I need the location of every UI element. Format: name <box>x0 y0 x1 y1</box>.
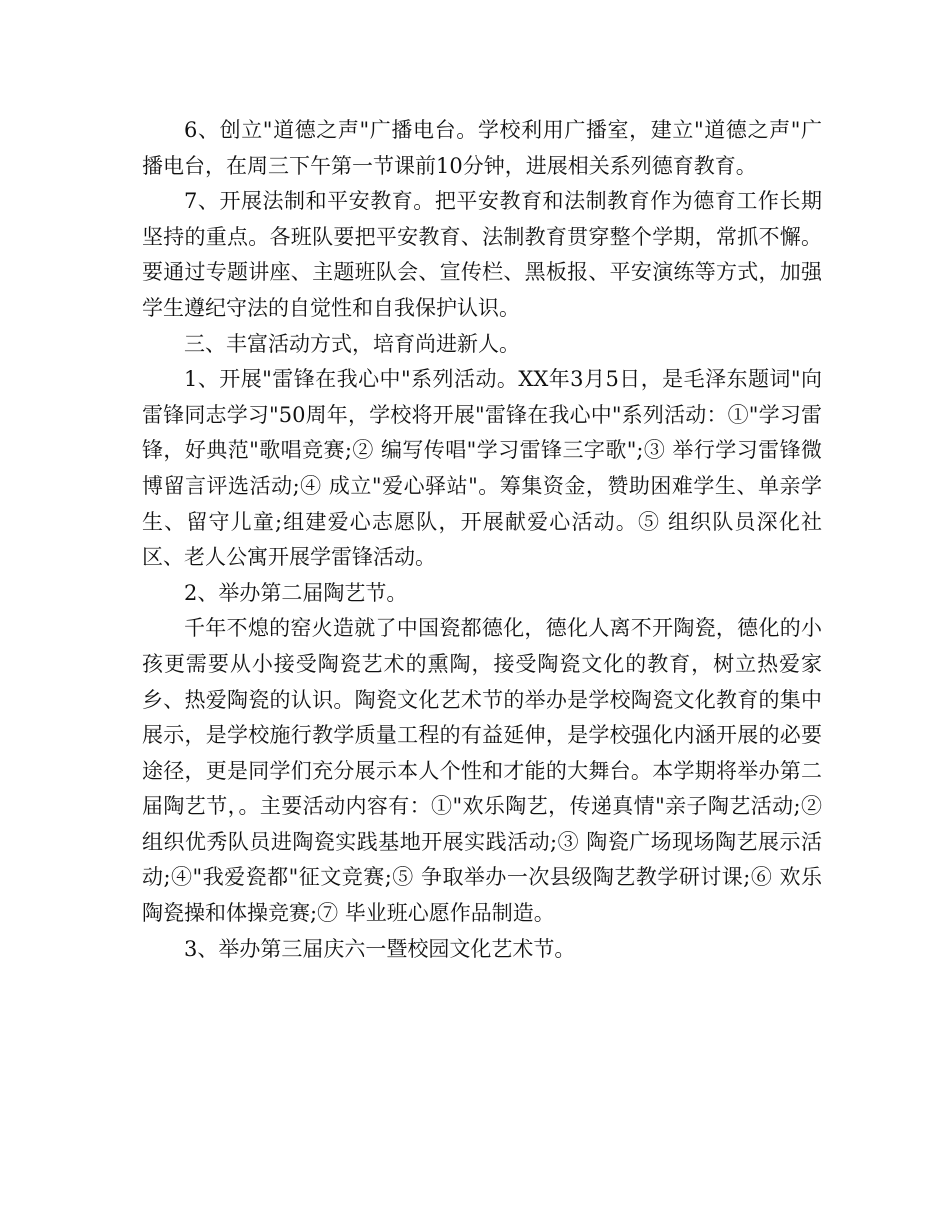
paragraph-item-7-legal-safety: 7、开展法制和平安教育。把平安教育和法制教育作为德育工作长期坚持的重点。各班队要把平安教育、法制教育贯穿整个学期，常抓不懈。要通过专题讲座、主题班队会、宣传栏、黑板报、平安演练等方式，加强学生遵纪守法的自觉性和自我保护认识。 <box>142 189 822 320</box>
paragraph-item-1-leifeng: 1、开展"雷锋在我心中"系列活动。XX年3月5日，是毛泽东题词"向雷锋同志学习"50周年，学校将开展"雷锋在我心中"系列活动：①"学习雷锋，好典范"歌唱竞赛;② 编写传唱"学习雷锋三字歌";③ 举行学习雷锋微博留言评选活动;④ 成立"爱心驿站"。筹集资金，赞助困难学生、单亲学生、留守儿童;组建爱心志愿队，开展献爱心活动。⑤ 组织队员深化社区、老人公寓开展学雷锋活动。 <box>142 367 822 570</box>
section-heading-3: 三、丰富活动方式，培育尚进新人。 <box>184 331 520 356</box>
paragraph-pottery-details: 千年不熄的窑火造就了中国瓷都德化，德化人离不开陶瓷，德化的小孩更需要从小接受陶瓷艺术的熏陶，接受陶瓷文化的教育，树立热爱家乡、热爱陶瓷的认识。陶瓷文化艺术节的举办是学校陶瓷文化教育的集中展示，是学校施行教学质量工程的有益延伸，是学校强化内涵开展的必要途径，更是同学们充分展示本人个性和才能的大舞台。本学期将举办第二届陶艺节，。主要活动内容有：①"欢乐陶艺，传递真情"亲子陶艺活动;② 组织优秀队员进陶瓷实践基地开展实践活动;③ 陶瓷广场现场陶艺展示活动;④"我爱瓷都"征文竞赛;⑤ 争取举办一次县级陶艺教学研讨课;⑥ 欢乐陶瓷操和体操竞赛;⑦ 毕业班心愿作品制造。 <box>142 616 822 926</box>
paragraph-item-2-pottery-festival: 2、举办第二届陶艺节。 <box>184 580 408 605</box>
document-body <box>142 113 822 967</box>
paragraph-item-3-arts-festival: 3、举办第三届庆六一暨校园文化艺术节。 <box>184 936 576 961</box>
paragraph-item-6-radio-station: 6、创立"道德之声"广播电台。学校利用广播室，建立"道德之声"广播电台，在周三下午第一节课前10分钟，进展相关系列德育教育。 <box>142 118 822 178</box>
